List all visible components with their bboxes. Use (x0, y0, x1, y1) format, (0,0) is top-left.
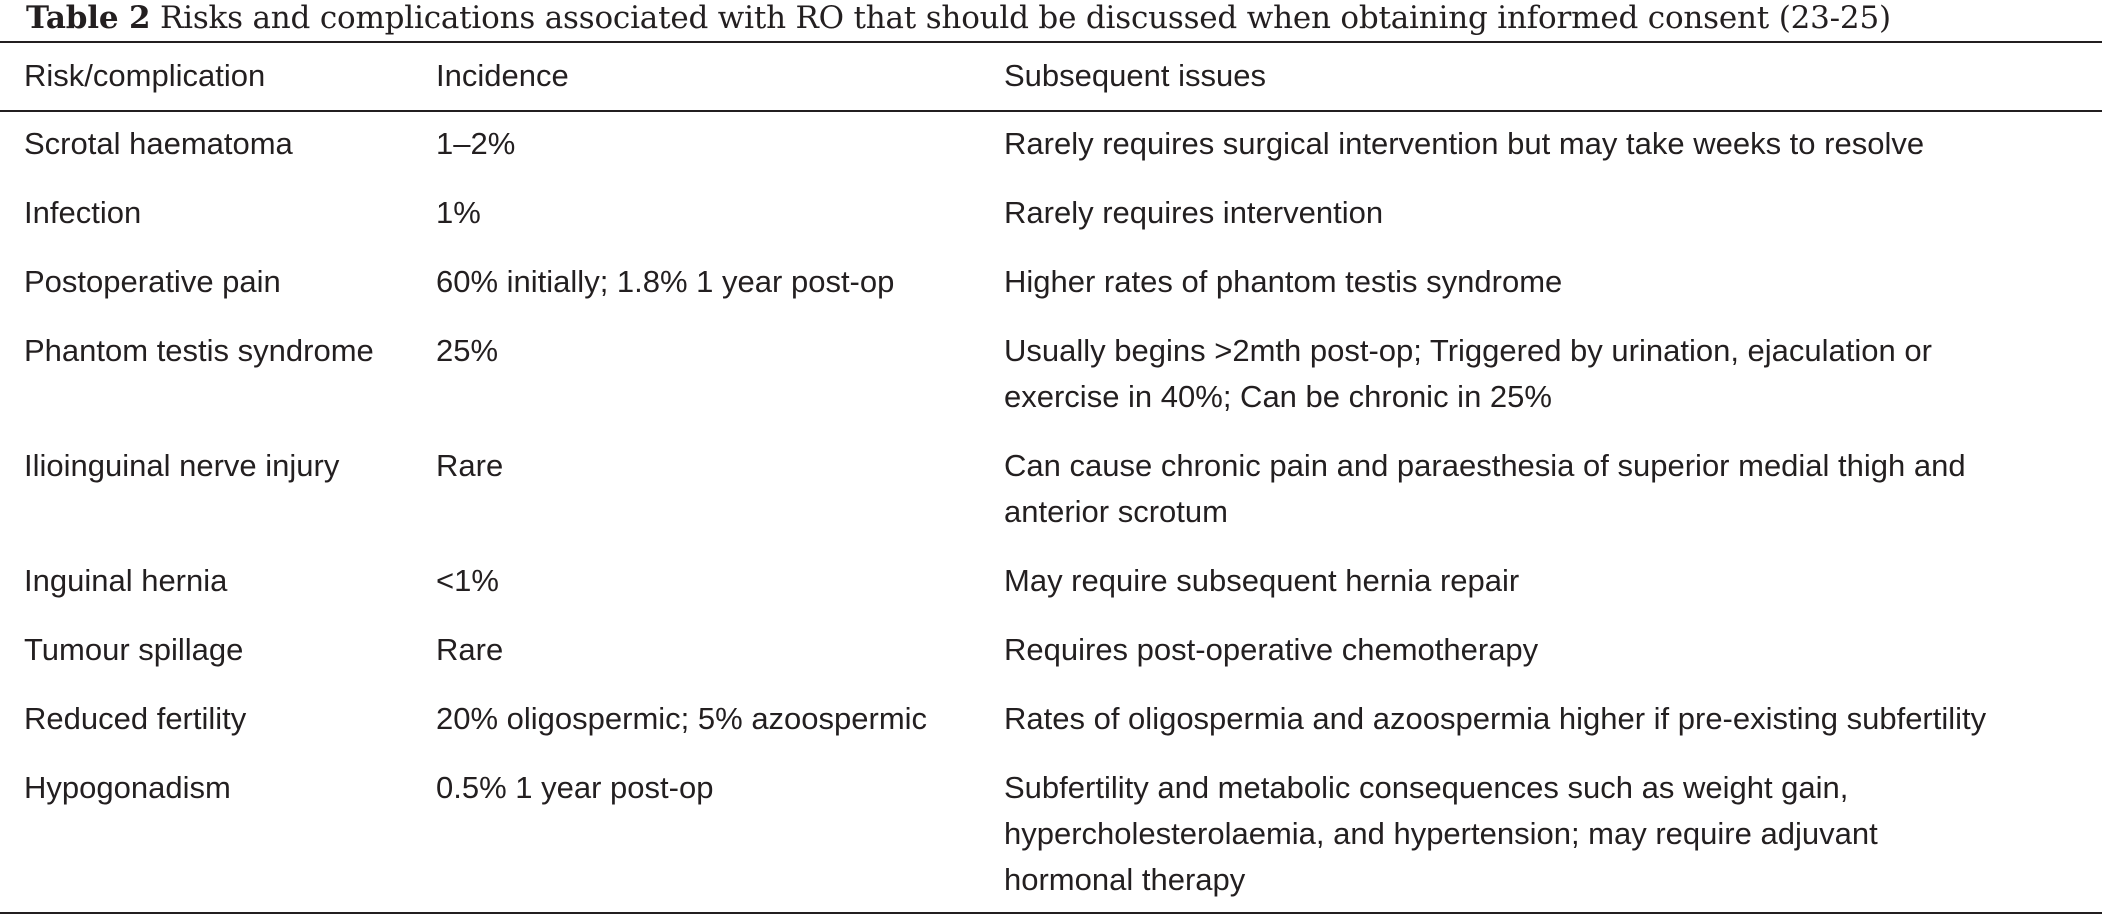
table-cell-issues: May require subsequent hernia repair (1004, 563, 1520, 598)
table-cell-issues: Rates of oligospermia and azoospermia higher if pre-existing subfertility (1004, 701, 1987, 736)
table-cell-incidence: 60% initially; 1.8% 1 year post-op (436, 264, 895, 299)
table-header-rule (0, 110, 2102, 112)
table-caption-text: Risks and complications associated with RO that should be discussed when obtaining informed consent (23-25) (159, 0, 1891, 36)
table-cell-issues: Usually begins >2mth post-op; Triggered by urination, ejaculation or (1004, 333, 1932, 368)
table-cell-issues: Requires post-operative chemotherapy (1004, 632, 1539, 667)
table-cell-issues-continued: anterior scrotum (1004, 494, 1228, 529)
table-cell-incidence: Rare (436, 448, 504, 483)
table-bottom-rule (0, 912, 2102, 914)
table-cell-risk: Reduced fertility (24, 701, 247, 736)
table-cell-incidence: 1–2% (436, 126, 516, 161)
table-cell-issues-continued: exercise in 40%; Can be chronic in 25% (1004, 379, 1552, 414)
table-cell-risk: Postoperative pain (24, 264, 281, 299)
column-header-risk: Risk/complication (24, 58, 266, 93)
table-cell-issues-continued: hormonal therapy (1004, 862, 1246, 897)
table-cell-risk: Hypogonadism (24, 770, 231, 805)
table-cell-issues: Subfertility and metabolic consequences such as weight gain, (1004, 770, 1849, 805)
table-cell-risk: Phantom testis syndrome (24, 333, 374, 368)
column-header-incidence: Incidence (436, 58, 569, 93)
table-cell-risk: Scrotal haematoma (24, 126, 293, 161)
column-header-subsequent-issues: Subsequent issues (1004, 58, 1266, 93)
table-cell-issues-continued: hypercholesterolaemia, and hypertension; may require adjuvant (1004, 816, 1878, 851)
table-cell-incidence: <1% (436, 563, 499, 598)
table-cell-issues: Can cause chronic pain and paraesthesia of superior medial thigh and (1004, 448, 1966, 483)
table-cell-issues: Rarely requires surgical intervention but may take weeks to resolve (1004, 126, 1925, 161)
table-cell-issues: Higher rates of phantom testis syndrome (1004, 264, 1563, 299)
table-cell-incidence: 20% oligospermic; 5% azoospermic (436, 701, 928, 736)
table-caption (26, 0, 1891, 40)
table-cell-risk: Inguinal hernia (24, 563, 228, 598)
table-top-rule (0, 41, 2102, 43)
table-cell-incidence: Rare (436, 632, 504, 667)
table-cell-incidence: 1% (436, 195, 481, 230)
table-cell-risk: Tumour spillage (24, 632, 244, 667)
table-cell-issues: Rarely requires intervention (1004, 195, 1384, 230)
table-cell-risk: Infection (24, 195, 142, 230)
table-caption-label: Table 2 (26, 0, 151, 36)
table-cell-risk: Ilioinguinal nerve injury (24, 448, 340, 483)
table-cell-incidence: 0.5% 1 year post-op (436, 770, 714, 805)
table-cell-incidence: 25% (436, 333, 499, 368)
